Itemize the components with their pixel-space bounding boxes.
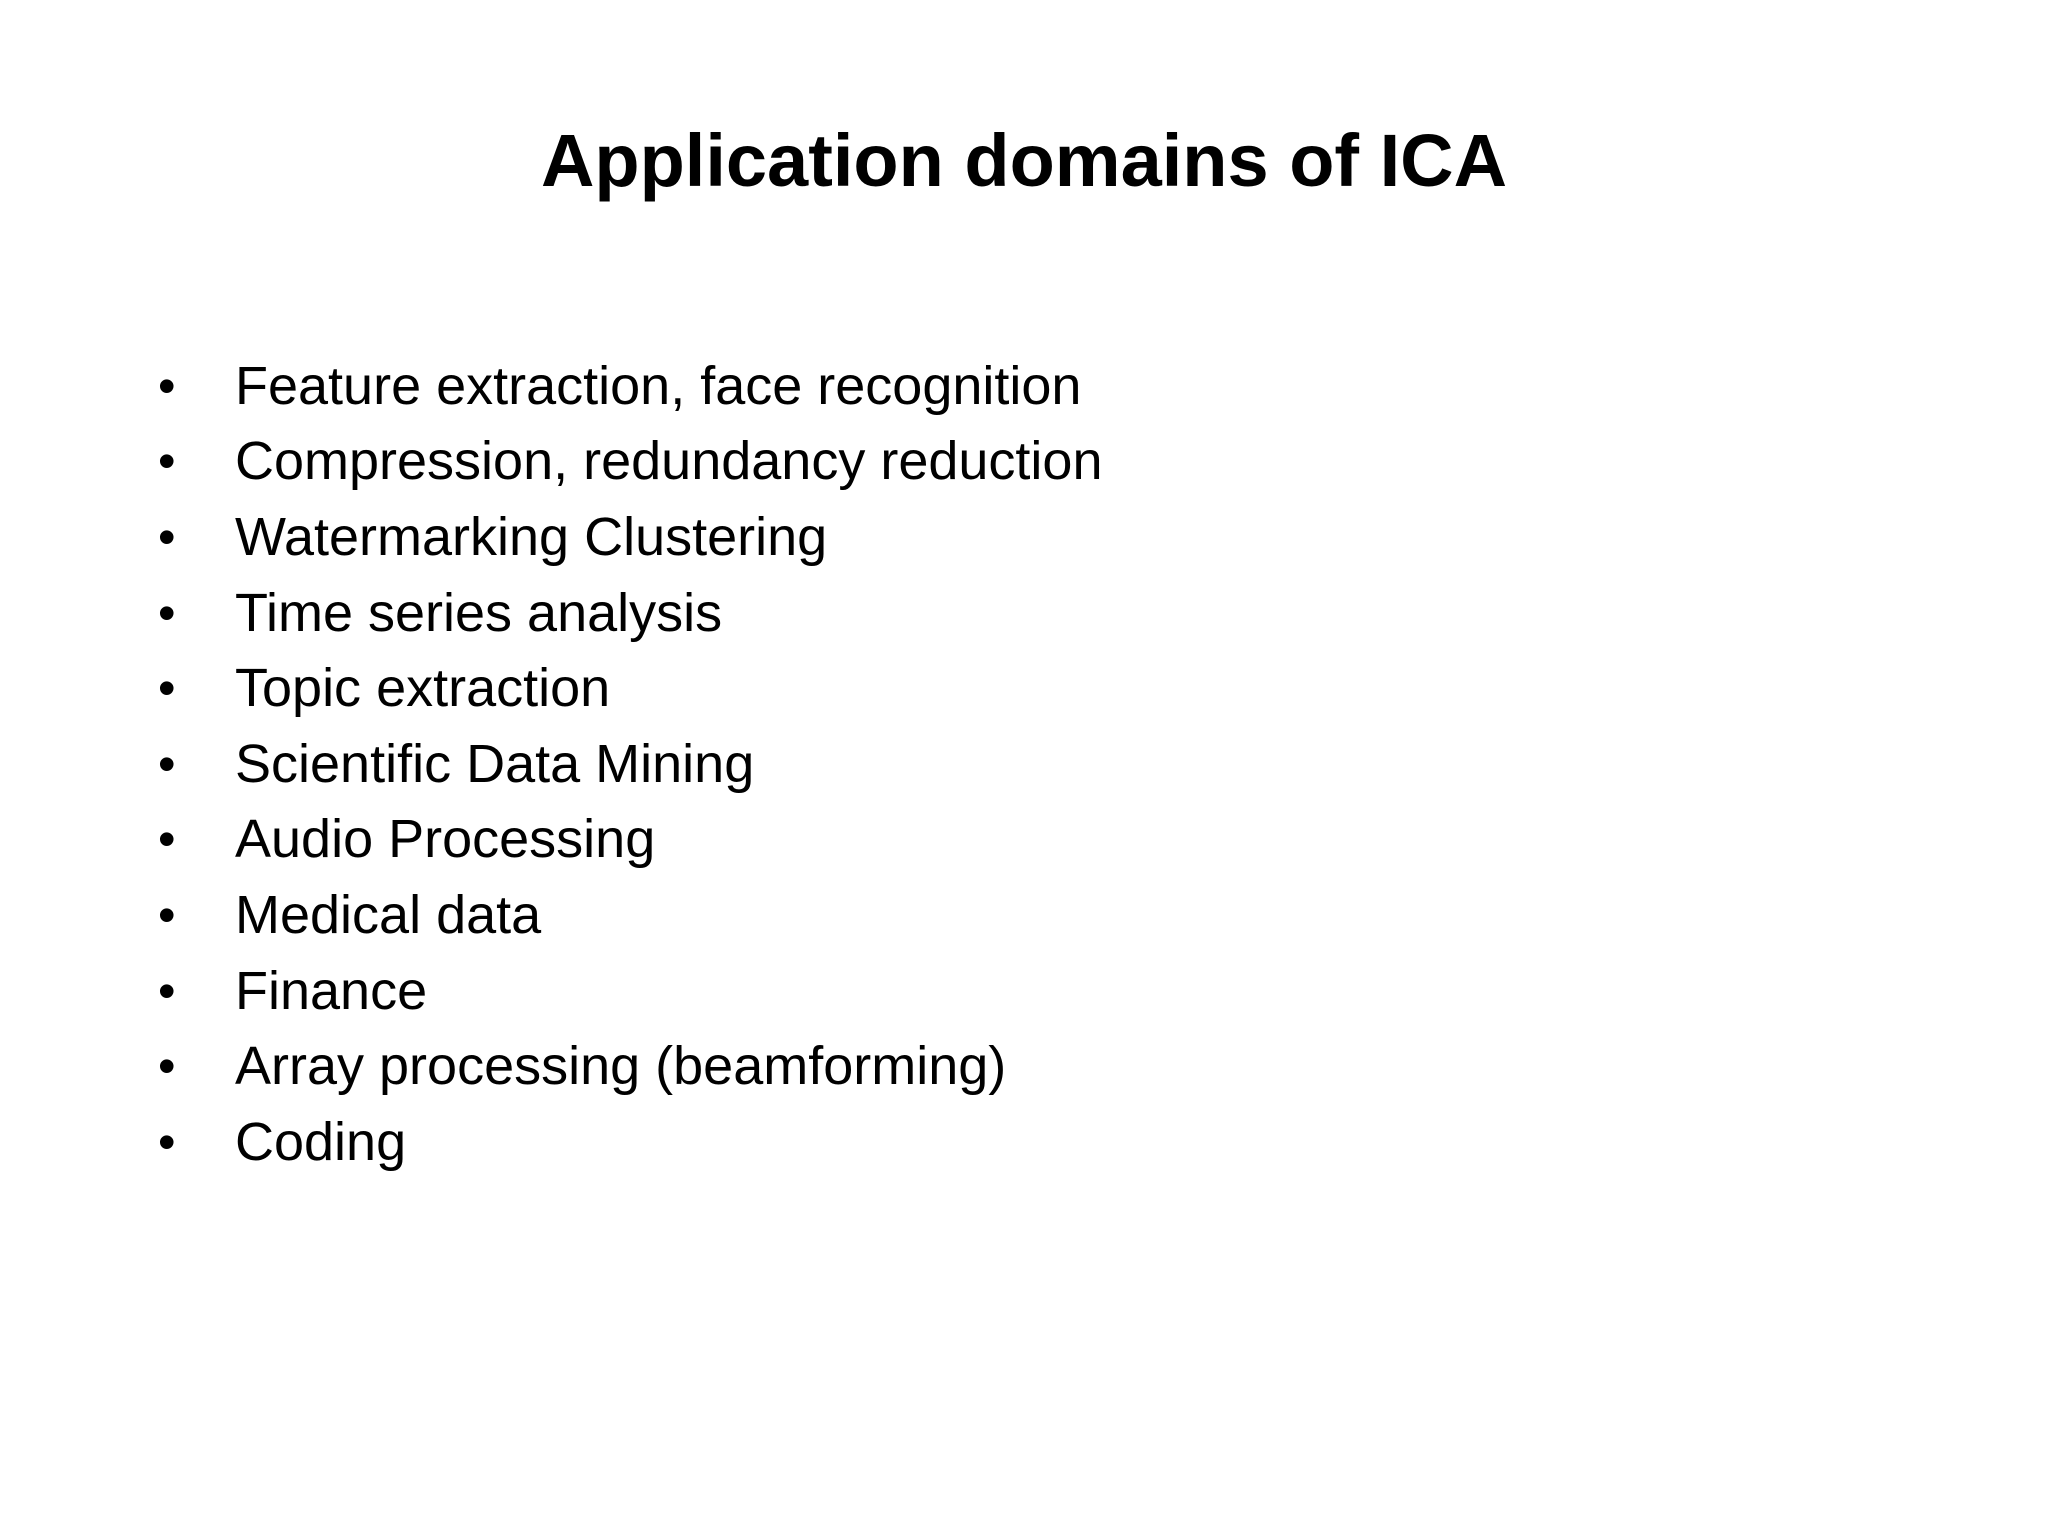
list-item xyxy=(0,1104,2048,1180)
bullet-icon: • xyxy=(158,1113,176,1170)
bullet-icon: • xyxy=(158,886,176,943)
bullet-icon: • xyxy=(158,735,176,792)
list-item xyxy=(0,1028,2048,1104)
bullet-icon: • xyxy=(158,811,176,868)
list-item-text: Compression, redundancy reduction xyxy=(235,431,1103,492)
bullet-list xyxy=(0,348,2048,1180)
list-item-text: Scientific Data Mining xyxy=(235,733,755,794)
list-item-text: Finance xyxy=(235,960,428,1021)
list-item-text: Watermarking Clustering xyxy=(235,506,828,567)
bullet-icon: • xyxy=(158,433,176,490)
list-item-text: Coding xyxy=(235,1111,407,1172)
bullet-icon: • xyxy=(158,357,176,414)
list-item-text: Medical data xyxy=(235,884,542,945)
bullet-icon: • xyxy=(158,584,176,641)
list-item-text: Time series analysis xyxy=(235,582,723,643)
list-item xyxy=(0,802,2048,878)
bullet-icon: • xyxy=(158,1038,176,1095)
list-item xyxy=(0,726,2048,802)
list-item-text: Array processing (beamforming) xyxy=(235,1036,1007,1097)
list-item xyxy=(0,499,2048,575)
list-item-text: Topic extraction xyxy=(235,658,611,719)
slide-title: Application domains of ICA xyxy=(540,119,1508,202)
list-item xyxy=(0,348,2048,424)
list-item xyxy=(0,953,2048,1029)
list-item xyxy=(0,575,2048,651)
list-item xyxy=(0,424,2048,500)
bullet-icon: • xyxy=(158,660,176,717)
list-item-text: Audio Processing xyxy=(235,809,656,870)
list-item xyxy=(0,650,2048,726)
list-item xyxy=(0,877,2048,953)
bullet-icon: • xyxy=(158,962,176,1019)
list-item-text: Feature extraction, face recognition xyxy=(235,355,1082,416)
bullet-icon: • xyxy=(158,508,176,565)
